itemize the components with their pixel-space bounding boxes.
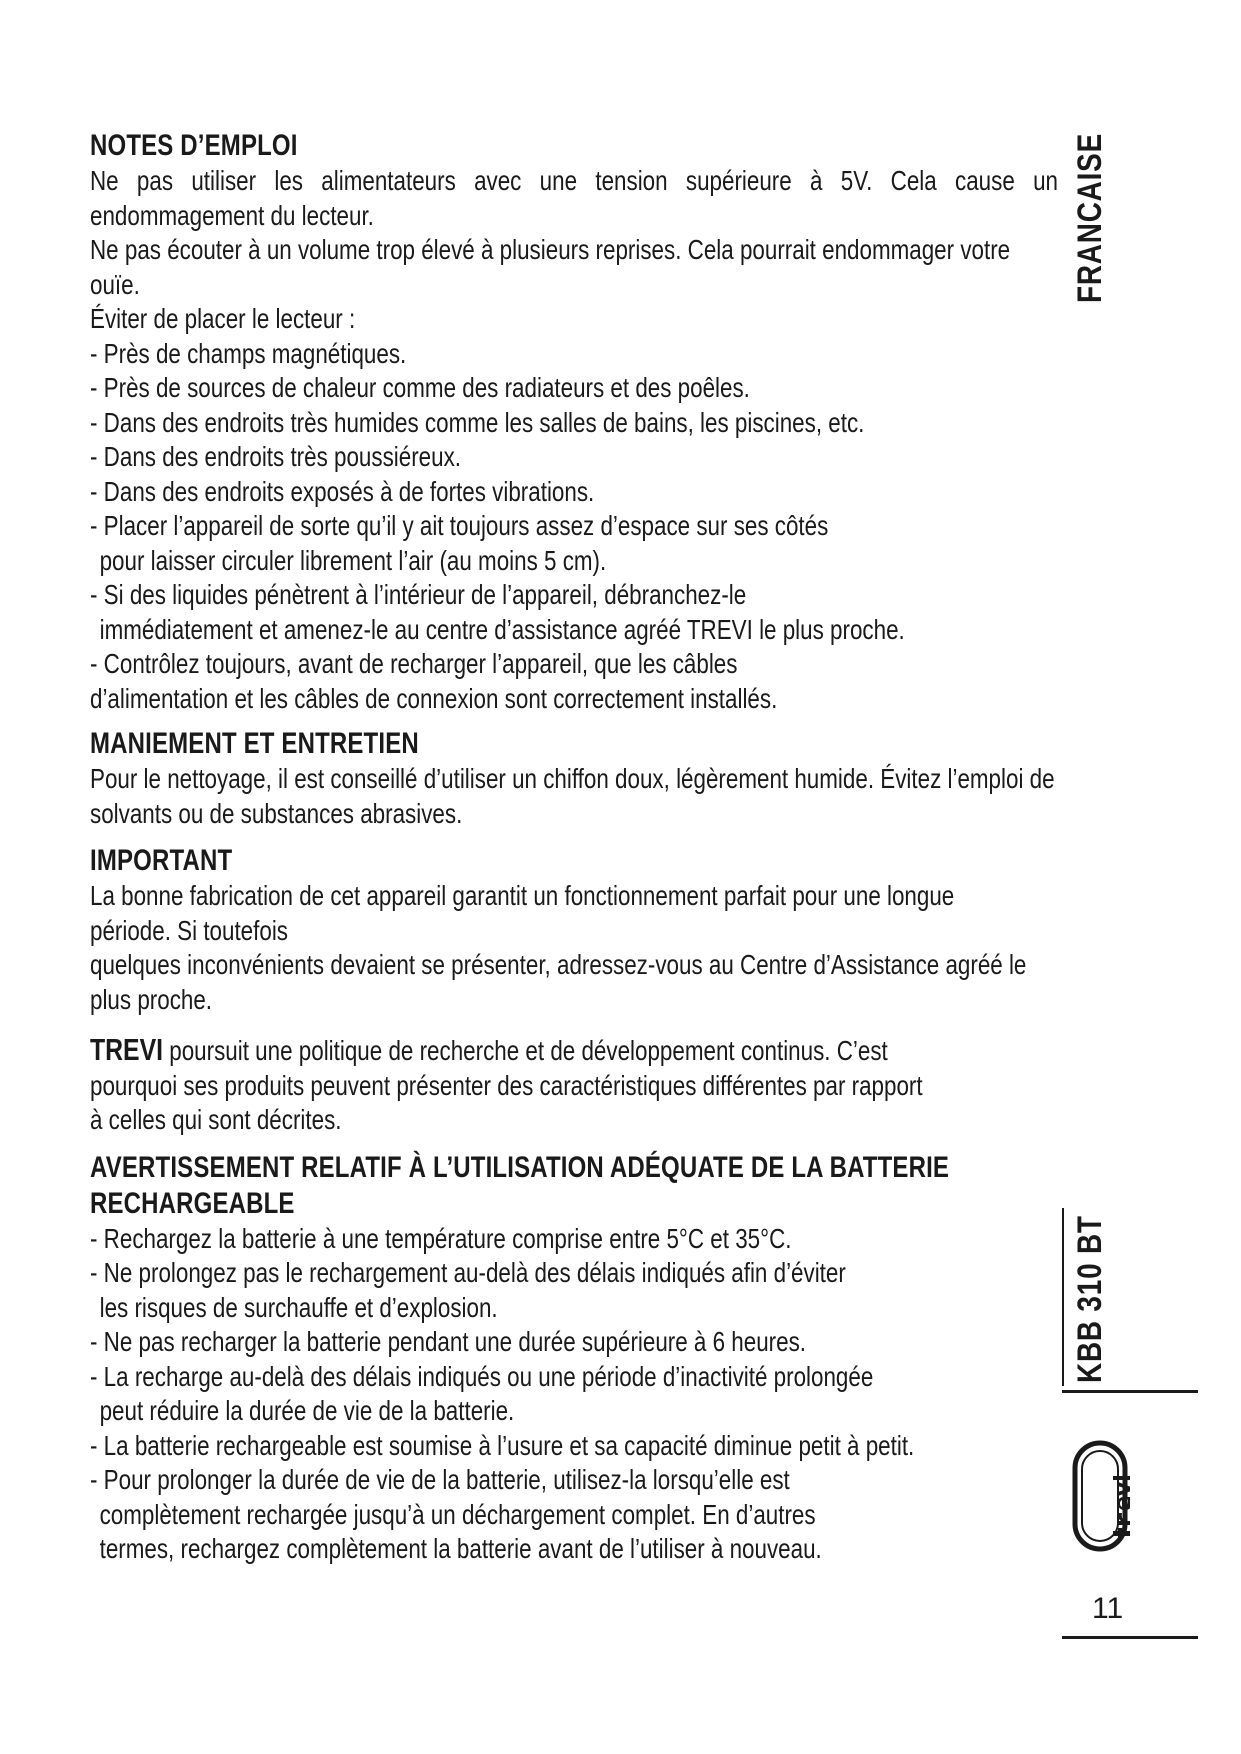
notes-section bbox=[90, 128, 1058, 716]
list-item: - Ne pas recharger la batterie pendant une durée supérieure à 6 heures. bbox=[90, 1326, 807, 1357]
trevi-text-line: poursuit une politique de recherche et de développement continus. C’est bbox=[163, 1035, 888, 1066]
list-item-line: - La recharge au-delà des délais indiqués ou une période d’inactivité prolongée bbox=[90, 1360, 874, 1392]
list-item-line: pour laisser circuler librement l’air (au moins 5 cm). bbox=[99, 544, 607, 576]
sidebar-rule-bottom bbox=[1062, 1636, 1198, 1639]
list-item-line: - Pour prolonger la durée de vie de la batterie, utilisez-la lorsqu’elle est bbox=[90, 1464, 790, 1495]
list-item bbox=[90, 578, 1058, 647]
list-item-line: les risques de surchauffe et d’explosion. bbox=[99, 1291, 498, 1323]
list-item: - Rechargez la batterie à une température comprise entre 5°C et 35°C. bbox=[90, 1222, 792, 1254]
page-number: 11 bbox=[1092, 1592, 1124, 1625]
list-item-line: d’alimentation et les câbles de connexion sont correctement installés. bbox=[90, 682, 778, 714]
trevi-paragraph bbox=[90, 1033, 1058, 1138]
sidebar-vertical-rule bbox=[1062, 1208, 1064, 1386]
list-item-line: peut réduire la durée de vie de la batterie. bbox=[99, 1395, 515, 1426]
notes-paragraph-voltage: Ne pas utiliser les alimentateurs avec une tension supérieure à 5V. Cela cause un endommagement du lecteur. bbox=[90, 165, 1058, 231]
notes-paragraph-volume: Ne pas écouter à un volume trop élevé à plusieurs reprises. Cela pourrait endommager votre ouïe. bbox=[90, 234, 1011, 300]
list-item bbox=[90, 509, 1058, 578]
important-section bbox=[90, 843, 1058, 1017]
list-item-line: - Placer l’appareil de sorte qu’il y ait toujours assez d’espace sur ses côtés bbox=[90, 510, 829, 541]
list-item bbox=[90, 1360, 1058, 1429]
battery-warning-heading: AVERTISSEMENT RELATIF À L’UTILISATION ADÉQUATE DE LA BATTERIE RECHARGEABLE bbox=[90, 1150, 950, 1220]
battery-warning-section bbox=[90, 1150, 1058, 1567]
list-item bbox=[90, 647, 1058, 716]
notes-list bbox=[90, 337, 1058, 717]
important-heading: IMPORTANT bbox=[90, 844, 233, 877]
battery-list bbox=[90, 1222, 1058, 1567]
brand-name: TREVI bbox=[90, 1032, 164, 1067]
list-item-line: termes, rechargez complètement la batterie avant de l’utiliser à nouveau. bbox=[99, 1533, 822, 1564]
list-item: - La batterie rechargeable est soumise à l’usure et sa capacité diminue petit à petit. bbox=[90, 1429, 915, 1461]
main-content bbox=[90, 128, 1058, 1567]
trevi-text-line: à celles qui sont décrites. bbox=[90, 1104, 342, 1135]
notes-heading: NOTES D’EMPLOI bbox=[90, 129, 298, 162]
list-item-line: immédiatement et amenez-le au centre d’assistance agréé TREVI le plus proche. bbox=[99, 613, 905, 645]
list-item: - Dans des endroits très poussiéreux. bbox=[90, 441, 462, 472]
list-item-line: complètement rechargée jusqu’à un déchargement complet. En d’autres bbox=[99, 1498, 816, 1530]
trevi-text-line: pourquoi ses produits peuvent présenter des caractéristiques différentes par rapport bbox=[90, 1069, 923, 1101]
trevi-logo-icon bbox=[1070, 1440, 1130, 1552]
list-item bbox=[90, 1256, 1058, 1325]
list-item-line: - Si des liquides pénètrent à l’intérieur de l’appareil, débranchez-le bbox=[90, 579, 747, 610]
maintenance-paragraph: Pour le nettoyage, il est conseillé d’utiliser un chiffon doux, légèrement humide. Évitez l’emploi de solvants ou de substances abrasives. bbox=[90, 763, 1055, 829]
notes-paragraph-placement: Éviter de placer le lecteur : bbox=[90, 303, 356, 334]
list-item: - Dans des endroits exposés à de fortes vibrations. bbox=[90, 475, 595, 507]
list-item bbox=[90, 1463, 1058, 1567]
list-item: - Dans des endroits très humides comme les salles de bains, les piscines, etc. bbox=[90, 406, 865, 438]
trevi-section bbox=[90, 1033, 1058, 1138]
trevi-logo bbox=[1070, 1440, 1130, 1552]
list-item: - Près de sources de chaleur comme des radiateurs et des poêles. bbox=[90, 372, 750, 403]
important-paragraph-2: quelques inconvénients devaient se présenter, adressez-vous au Centre d’Assistance agréé le plus proche. bbox=[90, 949, 1027, 1015]
sidebar-rule-top bbox=[1062, 1390, 1198, 1393]
language-label: FRANCAISE bbox=[1071, 132, 1109, 303]
maintenance-section bbox=[90, 726, 1058, 831]
model-label: KBB 310 BT bbox=[1071, 1215, 1109, 1383]
maintenance-heading: MANIEMENT ET ENTRETIEN bbox=[90, 727, 419, 760]
important-paragraph-1: La bonne fabrication de cet appareil garantit un fonctionnement parfait pour une longue période. Si toutefois bbox=[90, 880, 955, 946]
list-item-line: - Ne prolongez pas le rechargement au-delà des délais indiqués afin d’éviter bbox=[90, 1257, 846, 1288]
list-item: - Près de champs magnétiques. bbox=[90, 337, 407, 369]
list-item-line: - Contrôlez toujours, avant de recharger l’appareil, que les câbles bbox=[90, 648, 738, 679]
